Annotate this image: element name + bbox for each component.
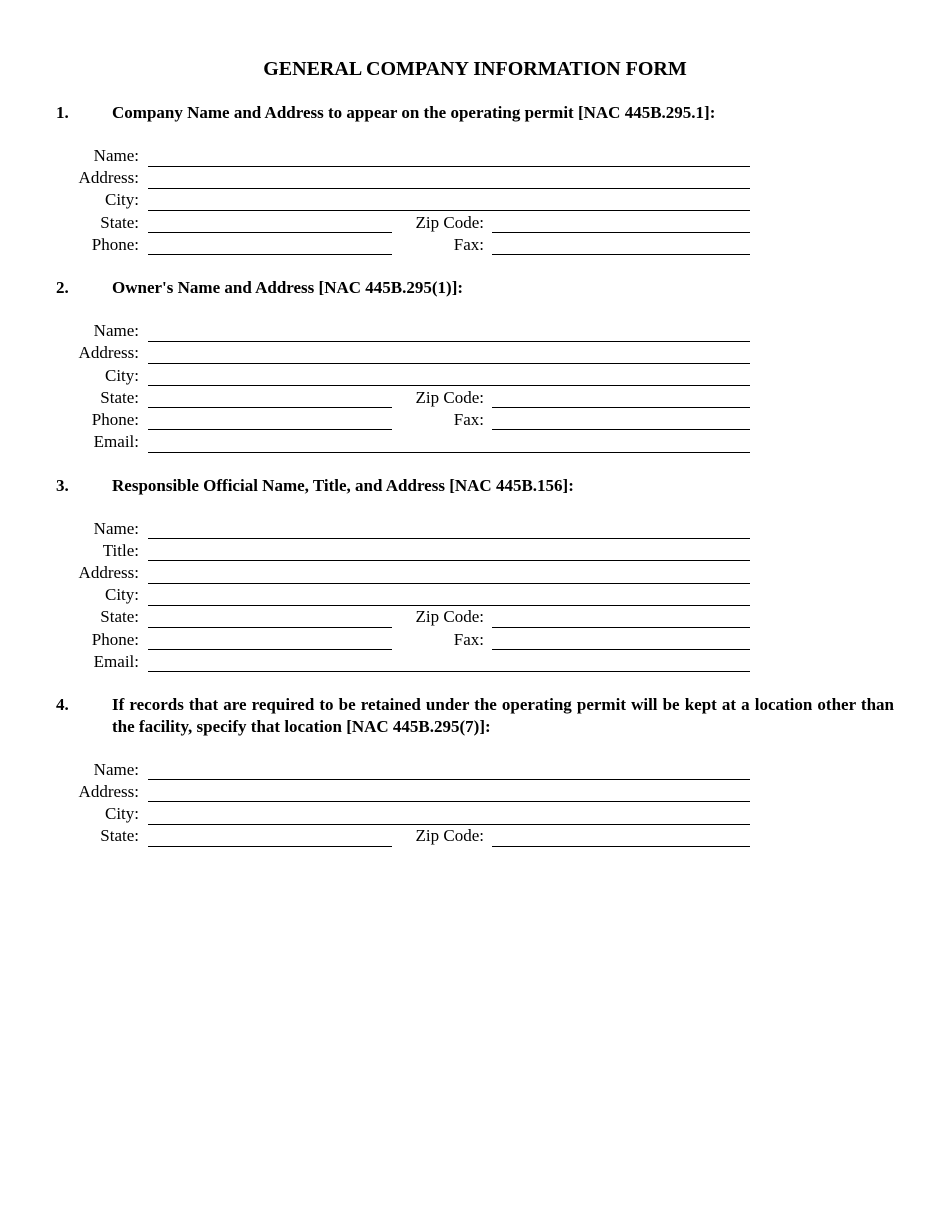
s1-city-label: City:	[104, 190, 139, 209]
section-3-number: 3.	[56, 476, 69, 495]
s4-city-field[interactable]	[148, 824, 750, 825]
s2-state-label: State:	[100, 388, 139, 407]
s2-phone-field[interactable]	[148, 429, 392, 430]
s3-city-label: City:	[104, 585, 139, 604]
s2-zip-label: Zip Code:	[415, 388, 484, 407]
s1-fax-label: Fax:	[453, 235, 484, 254]
s3-address-label: Address:	[78, 563, 139, 582]
s3-zip-field[interactable]	[492, 627, 750, 628]
s2-address-field[interactable]	[148, 363, 750, 364]
s2-fax-field[interactable]	[492, 429, 750, 430]
s4-city-label: City:	[104, 804, 139, 823]
s3-state-label: State:	[100, 607, 139, 626]
s3-email-field[interactable]	[148, 671, 750, 672]
s2-name-label: Name:	[93, 321, 139, 340]
s2-zip-field[interactable]	[492, 407, 750, 408]
s4-state-field[interactable]	[148, 846, 392, 847]
s1-name-label: Name:	[93, 146, 139, 165]
section-1-number: 1.	[56, 103, 69, 122]
section-2-number: 2.	[56, 278, 69, 297]
s3-city-field[interactable]	[148, 605, 750, 606]
s3-title-label: Title:	[102, 541, 139, 560]
s1-phone-field[interactable]	[148, 254, 392, 255]
s1-state-field[interactable]	[148, 232, 392, 233]
s3-zip-label: Zip Code:	[415, 607, 484, 626]
s1-address-label: Address:	[78, 168, 139, 187]
s1-name-field[interactable]	[148, 166, 750, 167]
section-4-heading: If records that are required to be retained under the operating permit will be kept at a location other than the facility, specify that location [NAC 445B.295(7)]:	[112, 695, 894, 736]
s4-name-field[interactable]	[148, 779, 750, 780]
s2-email-field[interactable]	[148, 452, 750, 453]
s4-state-label: State:	[100, 826, 139, 845]
s3-title-field[interactable]	[148, 560, 750, 561]
s3-email-label: Email:	[93, 652, 139, 671]
s3-name-label: Name:	[93, 519, 139, 538]
s3-fax-label: Fax:	[453, 630, 484, 649]
s2-address-label: Address:	[78, 343, 139, 362]
s4-address-label: Address:	[78, 782, 139, 801]
section-2-heading: Owner's Name and Address [NAC 445B.295(1)]:	[112, 278, 464, 297]
s2-city-field[interactable]	[148, 385, 750, 386]
s2-email-label: Email:	[93, 432, 139, 451]
s3-state-field[interactable]	[148, 627, 392, 628]
s4-zip-field[interactable]	[492, 846, 750, 847]
s1-zip-label: Zip Code:	[415, 213, 484, 232]
s1-state-label: State:	[100, 213, 139, 232]
s1-address-field[interactable]	[148, 188, 750, 189]
section-1-heading: Company Name and Address to appear on the operating permit [NAC 445B.295.1]:	[112, 103, 716, 122]
s2-fax-label: Fax:	[453, 410, 484, 429]
s3-fax-field[interactable]	[492, 649, 750, 650]
s1-fax-field[interactable]	[492, 254, 750, 255]
form-title: GENERAL COMPANY INFORMATION FORM	[263, 58, 687, 80]
section-3-heading: Responsible Official Name, Title, and Address [NAC 445B.156]:	[112, 476, 574, 495]
s2-state-field[interactable]	[148, 407, 392, 408]
s3-address-field[interactable]	[148, 583, 750, 584]
s3-name-field[interactable]	[148, 538, 750, 539]
section-4-number: 4.	[56, 695, 69, 714]
s1-city-field[interactable]	[148, 210, 750, 211]
s1-zip-field[interactable]	[492, 232, 750, 233]
s2-name-field[interactable]	[148, 341, 750, 342]
s3-phone-field[interactable]	[148, 649, 392, 650]
s3-phone-label: Phone:	[91, 630, 139, 649]
s2-phone-label: Phone:	[91, 410, 139, 429]
s1-phone-label: Phone:	[91, 235, 139, 254]
s4-address-field[interactable]	[148, 801, 750, 802]
s4-name-label: Name:	[93, 760, 139, 779]
s2-city-label: City:	[104, 366, 139, 385]
s4-zip-label: Zip Code:	[415, 826, 484, 845]
